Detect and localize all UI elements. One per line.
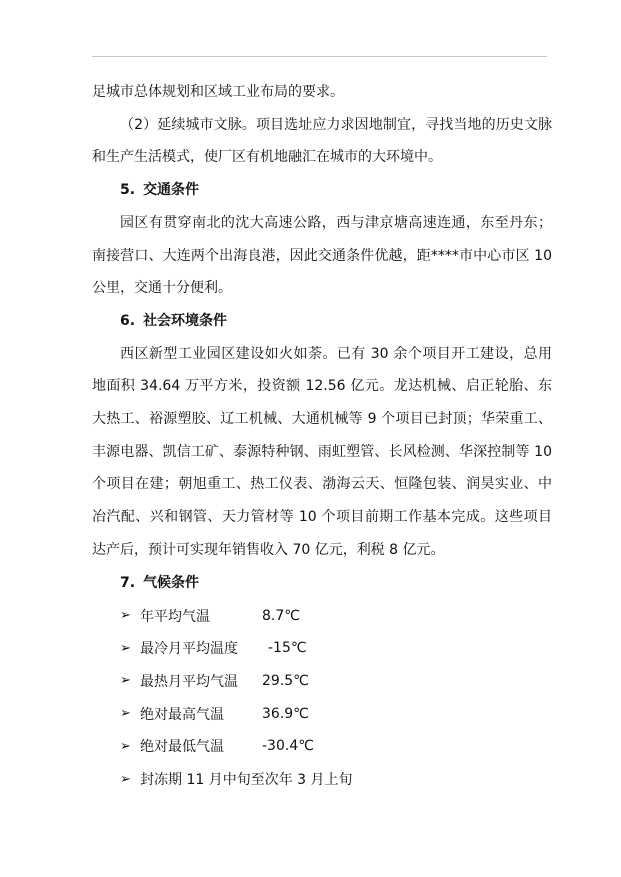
header-rule: [92, 56, 547, 57]
climate-value: 36.9℃: [262, 705, 309, 722]
paragraph-social: 西区新型工业园区建设如火如荼。已有 30 余个项目开工建设，总用地面积 34.64 万平方米，投资额 12.56 亿元。龙达机械、启正轮胎、东大热工、裕源塑胶、辽工机械、大通机械等 9 个项目已封顶；华荣重工、丰源电器、凯信工矿、泰源特种钢、雨虹塑管、长风检测、华深控制等 10 个项目在建；朝旭重工、热工仪表、渤海云天、恒隆包装、润昊实业、中冶汽配、兴和钢管、天力管材等 10 个项目前期工作基本完成。这些项目达产后，预计可实现年销售收入 70 亿元，利税 8 亿元。: [92, 345, 552, 558]
document-body: [92, 76, 552, 795]
arrow-bullet-icon: ➢: [120, 771, 131, 787]
paragraph-transport: 园区有贯穿南北的沈大高速公路，西与津京塘高速连通，东至丹东；南接营口、大连两个出海良港，因此交通条件优越，距****市中心市区 10 公里，交通十分便利。: [92, 214, 552, 297]
climate-label: 绝对最低气温: [140, 739, 224, 756]
list-item: [92, 665, 552, 698]
paragraph-continuation: 足城市总体规划和区域工业布局的要求。: [92, 84, 344, 100]
section-heading-transport: [92, 174, 552, 207]
list-item: [92, 632, 552, 665]
arrow-bullet-icon: ➢: [120, 608, 131, 624]
climate-value: 8.7℃: [262, 607, 300, 624]
section-heading-climate: [92, 567, 552, 600]
climate-list: [92, 599, 552, 795]
list-item: [92, 763, 552, 796]
section-number: 7.: [120, 574, 136, 591]
section-number: 6.: [120, 312, 136, 329]
section-number: 5.: [120, 182, 136, 199]
section-heading-social: [92, 305, 552, 338]
list-item: [92, 697, 552, 730]
section-title: 交通条件: [143, 182, 200, 199]
section-title: 社会环境条件: [143, 312, 228, 329]
arrow-bullet-icon: ➢: [120, 706, 131, 722]
climate-value: -30.4℃: [262, 738, 314, 755]
arrow-bullet-icon: ➢: [120, 673, 131, 689]
section-title: 气候条件: [143, 574, 200, 591]
climate-label: 年平均气温: [140, 608, 210, 625]
arrow-bullet-icon: ➢: [120, 640, 131, 656]
climate-label: 最冷月平均温度: [140, 641, 238, 658]
arrow-bullet-icon: ➢: [120, 738, 131, 754]
climate-label: 封冻期 11 月中旬至次年 3 月上旬: [140, 772, 353, 789]
climate-value: 29.5℃: [262, 672, 309, 689]
paragraph-urban-culture: （2）延续城市文脉。项目选址应力求因地制宜，寻找当地的历史文脉和生产生活模式，使厂区有机地融汇在城市的大环境中。: [92, 116, 552, 166]
climate-label: 绝对最高气温: [140, 706, 224, 723]
list-item: [92, 730, 552, 763]
climate-label: 最热月平均气温: [140, 673, 238, 690]
climate-value: -15℃: [268, 640, 307, 657]
list-item: [92, 599, 552, 632]
